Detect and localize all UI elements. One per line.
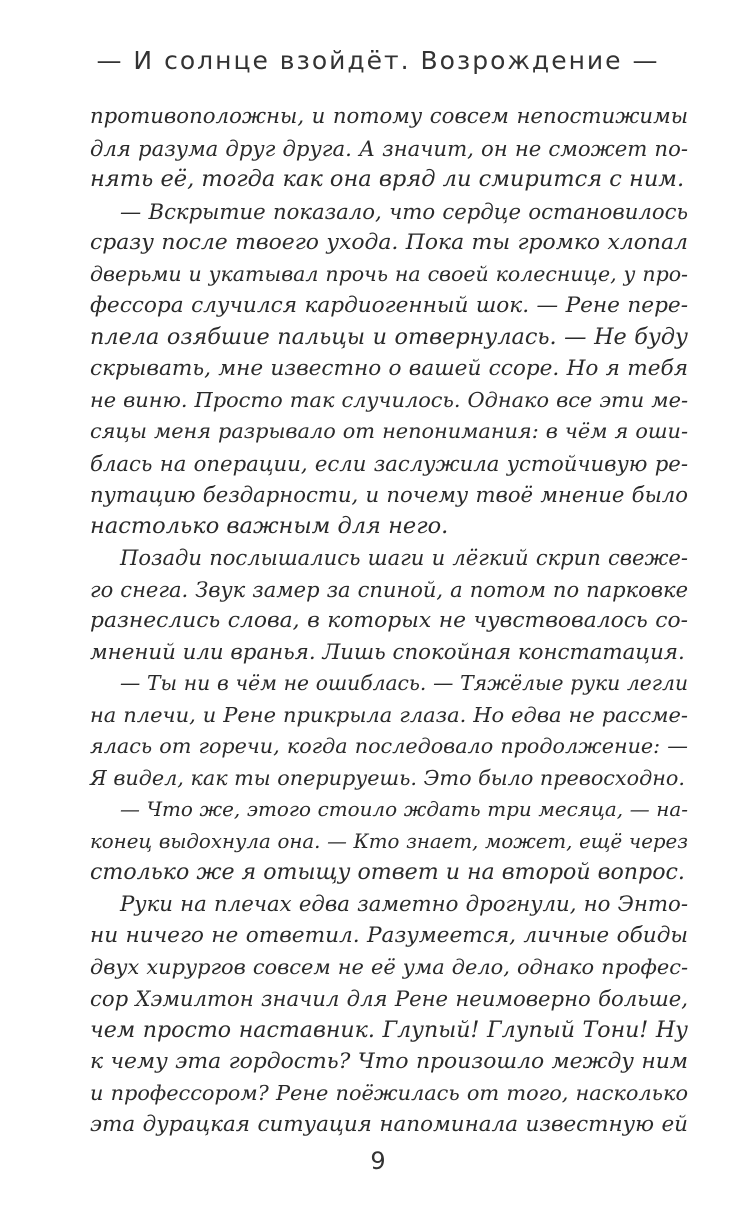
text-line: — Ты ни в чём не ошиблась. — Тяжёлые руки легли xyxy=(120,671,688,695)
text-line: Руки на плечах едва заметно дрогнули, но Энто- xyxy=(120,891,688,917)
text-line: сор Хэмилтон значил для Рене неимоверно больше, xyxy=(90,986,688,1011)
text-line: не виню. Просто так случилось. Однако все эти ме- xyxy=(90,387,688,412)
text-line: и профессором? Рене поёжилась от того, насколько xyxy=(90,1080,688,1105)
text-line: путацию бездарности, и почему твоё мнение было xyxy=(90,482,688,507)
text-line: — Что же, этого стоило ждать три месяца, — на- xyxy=(120,798,688,821)
text-line: эта дурацкая ситуация напоминала известную ей xyxy=(90,1112,688,1137)
text-line: для разума друг друга. А значит, он не сможет по- xyxy=(90,135,688,161)
text-line: сяцы меня разрывало от непонимания: в чём я оши- xyxy=(90,419,688,443)
text-line: ни ничего не ответил. Разумеется, личные обиды xyxy=(90,923,688,948)
page-number: 9 xyxy=(370,1147,386,1175)
text-line: скрывать, мне известно о вашей ссоре. Но я тебя xyxy=(90,356,688,381)
text-line: дверьми и укатывал прочь на своей колеснице, у про- xyxy=(90,261,688,286)
text-line: настолько важным для него. xyxy=(90,512,449,539)
text-line: нять её, тогда как она вряд ли смирится с ним. xyxy=(90,166,685,192)
text-line: мнений или вранья. Лишь спокойная констатация. xyxy=(90,639,685,665)
text-line: на плечи, и Рене прикрыла глаза. Но едва не рассме- xyxy=(90,702,688,727)
text-line: го снега. Звук замер за спиной, а потом по парковке xyxy=(90,576,688,602)
text-line: конец выдохнула она. — Кто знает, может, ещё через xyxy=(90,829,688,853)
text-line: чем просто наставник. Глупый! Глупый Тони! Ну xyxy=(90,1016,688,1043)
text-line: сразу после твоего ухода. Пока ты громко хлопал xyxy=(90,230,688,255)
body-text xyxy=(90,101,688,1141)
text-line: разнеслись слова, в которых не чувствовалось со- xyxy=(90,608,688,633)
text-line: — Вскрытие показало, что сердце остановилось xyxy=(120,198,688,224)
text-line: фессора случился кардиогенный шок. — Рене пере- xyxy=(90,293,688,318)
text-line: блась на операции, если заслужила устойчивую ре- xyxy=(90,450,688,476)
text-line: плела озябшие пальцы и отвернулась. — Не буду xyxy=(90,323,688,350)
text-line: ялась от горечи, когда последовало продолжение: — xyxy=(90,734,688,758)
running-header: — И солнце взойдёт. Возрождение — xyxy=(96,46,660,75)
text-line: двух хирургов совсем не её ума дело, однако профес- xyxy=(90,954,688,979)
text-line: столько же я отыщу ответ и на второй вопрос. xyxy=(90,859,685,885)
text-line: Позади послышались шаги и лёгкий скрип свеже- xyxy=(120,545,688,570)
text-line: Я видел, как ты оперируешь. Это было превосходно. xyxy=(90,765,685,790)
text-line: противоположны, и потому совсем непостижимы xyxy=(90,104,688,129)
text-line: к чему эта гордость? Что произошло между ним xyxy=(90,1049,688,1074)
